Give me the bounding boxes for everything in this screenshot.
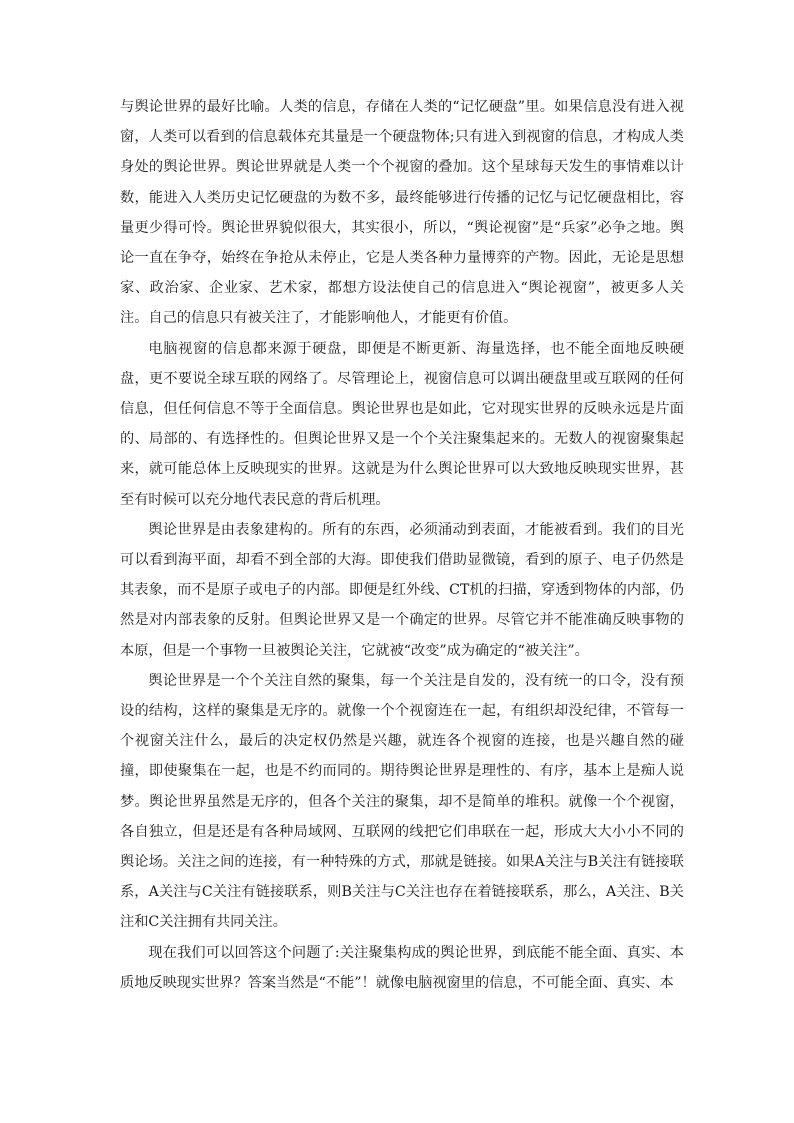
paragraph-3: 舆论世界是由表象建构的。所有的东西，必须涌动到表面，才能被看到。我们的目光可以看到海平面，却看不到全部的大海。即使我们借助显微镜，看到的原子、电子仍然是其表象，而不是原子或电子的内部。即便是红外线、CT机的扫描，穿透到物体的内部，仍然是对内部表象的反射。但舆论世界又是一个确定的世界。尽管它并不能准确反映事物的本原，但是一个事物一旦被舆论关注，它就被“改变”成为确定的“被关注”。 [120, 521, 684, 659]
document-page [120, 92, 684, 998]
paragraph-4: 舆论世界是一个个关注自然的聚集，每一个关注是自发的，没有统一的口令，没有预设的结构，这样的聚集是无序的。就像一个个视窗连在一起，有组织却没纪律，不管每一个视窗关注什么，最后的决定权仍然是兴趣，就连各个视窗的连接，也是兴趣自然的碰撞，即使聚集在一起，也是不约而同的。期待舆论世界是理性的、有序，基本上是痴人说梦。舆论世界虽然是无序的，但各个关注的聚集，却不是简单的堆积。就像一个个视窗，各自独立，但是还是有各种局域网、互联网的线把它们串联在一起，形成大大小小不同的舆论场。关注之间的连接，有一种特殊的方式，那就是链接。如果A关注与B关注有链接联系，A关注与C关注有链接联系，则B关注与C关注也存在着链接联系，那么，A关注、B关注和C关注拥有共同关注。 [120, 672, 684, 931]
paragraph-1: 与舆论世界的最好比喻。人类的信息，存储在人类的“记忆硬盘”里。如果信息没有进入视窗，人类可以看到的信息载体充其量是一个硬盘物体;只有进入到视窗的信息，才构成人类身处的舆论世界。舆论世界就是人类一个个视窗的叠加。这个星球每天发生的事情难以计数，能进入人类历史记忆硬盘的为数不多，最终能够进行传播的记忆与记忆硬盘相比，容量更少得可怜。舆论世界貌似很大，其实很小，所以，“舆论视窗”是“兵家”必争之地。舆论一直在争夺，始终在争抢从未停止，它是人类各种力量博弈的产物。因此，无论是思想家、政治家、企业家、艺术家，都想方设法使自己的信息进入“舆论视窗”，被更多人关注。自己的信息只有被关注了，才能影响他人，才能更有价值。 [120, 99, 684, 327]
paragraph-2: 电脑视窗的信息都来源于硬盘，即便是不断更新、海量选择，也不能全面地反映硬盘，更不要说全球互联的网络了。尽管理论上，视窗信息可以调出硬盘里或互联网的任何信息，但任何信息不等于全面信息。舆论世界也是如此，它对现实世界的反映永远是片面的、局部的、有选择性的。但舆论世界又是一个个关注聚集起来的。无数人的视窗聚集起来，就可能总体上反映现实的世界。这就是为什么舆论世界可以大致地反映现实世界，甚至有时候可以充分地代表民意的背后机理。 [120, 340, 684, 508]
paragraph-5: 现在我们可以回答这个问题了:关注聚集构成的舆论世界，到底能不能全面、真实、本质地反映现实世界？答案当然是“不能”！就像电脑视窗里的信息，不可能全面、真实、本 [120, 944, 684, 991]
